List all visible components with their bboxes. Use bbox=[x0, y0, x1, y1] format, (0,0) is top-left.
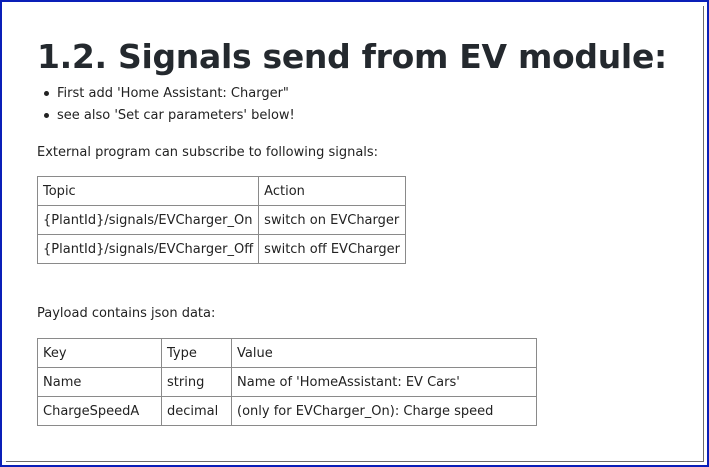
header-cell-key: Key bbox=[38, 339, 162, 368]
header-cell-type: Type bbox=[162, 339, 232, 368]
type-cell: decimal bbox=[162, 397, 232, 426]
action-cell: switch off EVCharger bbox=[259, 235, 406, 264]
bullet-item: First add 'Home Assistant: Charger" bbox=[57, 83, 687, 105]
header-cell-action: Action bbox=[259, 177, 406, 206]
section-heading: 1.2. Signals send from EV module: bbox=[37, 37, 667, 76]
key-cell: Name bbox=[38, 368, 162, 397]
payload-table bbox=[37, 338, 537, 426]
document-content bbox=[37, 33, 687, 419]
table-row bbox=[38, 235, 406, 264]
action-cell: switch on EVCharger bbox=[259, 206, 406, 235]
payload-intro-text: Payload contains json data: bbox=[37, 306, 216, 321]
document-inner-border bbox=[6, 6, 704, 462]
table-row bbox=[38, 206, 406, 235]
table-row bbox=[38, 397, 537, 426]
table-row bbox=[38, 368, 537, 397]
bullet-list bbox=[37, 83, 687, 127]
table-header-row bbox=[38, 177, 406, 206]
header-cell-value: Value bbox=[232, 339, 537, 368]
value-cell: Name of 'HomeAssistant: EV Cars' bbox=[232, 368, 537, 397]
key-cell: ChargeSpeedA bbox=[38, 397, 162, 426]
bullet-item: see also 'Set car parameters' below! bbox=[57, 105, 687, 127]
signals-table bbox=[37, 176, 406, 264]
value-cell: (only for EVCharger_On): Charge speed bbox=[232, 397, 537, 426]
topic-cell: {PlantId}/signals/EVCharger_On bbox=[38, 206, 259, 235]
header-cell-topic: Topic bbox=[38, 177, 259, 206]
table-header-row bbox=[38, 339, 537, 368]
topic-cell: {PlantId}/signals/EVCharger_Off bbox=[38, 235, 259, 264]
signals-intro-text: External program can subscribe to following signals: bbox=[37, 145, 379, 160]
type-cell: string bbox=[162, 368, 232, 397]
